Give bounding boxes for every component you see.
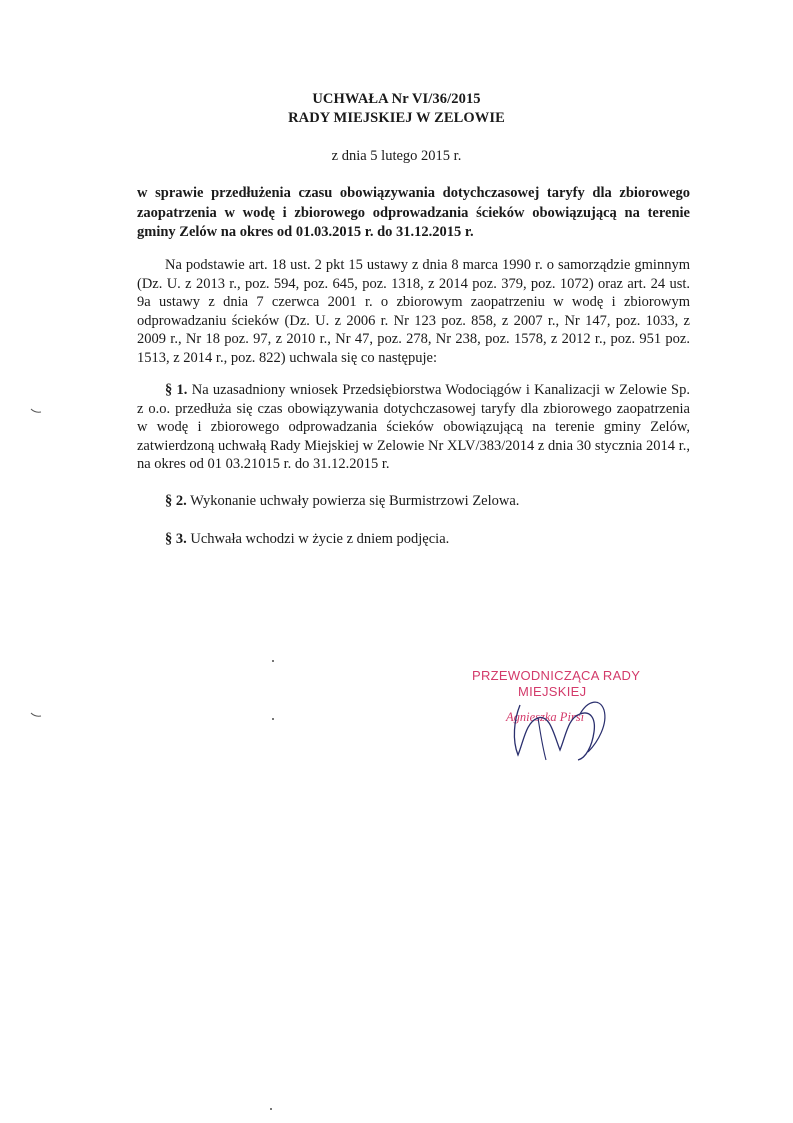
section-3-mark: § 3. xyxy=(165,531,187,547)
resolution-subject: w sprawie przedłużenia czasu obowiązywania dotychczasowej taryfy dla zbiorowego zaopatrzenia w wodę i zbiorowego odprowadzania ścieków obowiązującą na terenie gminy Zelów na okres od 01.03.2015 r. do 31.12.2015 r. xyxy=(137,185,690,240)
section-3 xyxy=(137,530,690,549)
stamp-subtitle: MIEJSKIEJ xyxy=(518,684,587,699)
section-2-text: Wykonanie uchwały powierza się Burmistrzowi Zelowa. xyxy=(190,493,520,509)
council-name: RADY MIEJSKIEJ W ZELOWIE xyxy=(288,110,505,126)
resolution-number: UCHWAŁA Nr VI/36/2015 xyxy=(312,91,481,107)
section-3-text: Uchwała wchodzi w życie z dniem podjęcia. xyxy=(190,531,450,547)
signature-scribble-icon xyxy=(468,660,648,780)
punch-hole-mark-icon xyxy=(30,408,42,414)
scan-speck xyxy=(272,660,274,662)
section-1-mark: § 1. xyxy=(165,382,188,398)
resolution-date: z dnia 5 lutego 2015 r. xyxy=(331,148,462,164)
punch-hole-mark-icon xyxy=(30,712,42,718)
stamp-name: Agnieszka Pirsi xyxy=(506,710,585,724)
chairwoman-stamp xyxy=(468,660,648,780)
scan-speck xyxy=(272,718,274,720)
section-1 xyxy=(137,381,690,474)
section-2-mark: § 2. xyxy=(165,493,187,509)
scan-speck xyxy=(270,1108,272,1110)
section-1-text: Na uzasadniony wniosek Przedsiębiorstwa Wodociągów i Kanalizacji w Zelowie Sp. z o.o. przedłuża się czas obowiązywania dotychczasowej taryfy dla zbiorowego zaopatrzenia w wodę i zbiorowego odprowadzania ścieków obowiązującą na terenie gminy Zelów, zatwierdzoną uchwałą Rady Miejskiej w Zelowie Nr XLV/383/2014 z dnia 30 stycznia 2014 r., na okres od 01 03.21015 r. do 31.12.2015 r. xyxy=(137,382,690,472)
stamp-title: PRZEWODNICZĄCA RADY xyxy=(472,668,641,683)
section-2 xyxy=(137,492,690,511)
legal-basis-paragraph: Na podstawie art. 18 ust. 2 pkt 15 ustawy z dnia 8 marca 1990 r. o samorządzie gminnym (Dz. U. z 2013 r., poz. 594, poz. 645, poz. 1318, z 2014 poz. 379, poz. 1072) oraz art. 24 ust. 9a ustawy z dnia 7 czerwca 2001 r. o zbiorowym zaopatrzeniu w wodę i zbiorowym odprowadzaniu ścieków (Dz. U. z 2006 r. Nr 123 poz. 858, z 2007 r., Nr 147, poz. 1033, z 2009 r., Nr 18 poz. 97, z 2010 r., Nr 47, poz. 278, Nr 238, poz. 1578, z 2012 r., poz. 951 poz. 1513, z 2014 r., poz. 822) uchwala się co następuje: xyxy=(137,257,690,366)
